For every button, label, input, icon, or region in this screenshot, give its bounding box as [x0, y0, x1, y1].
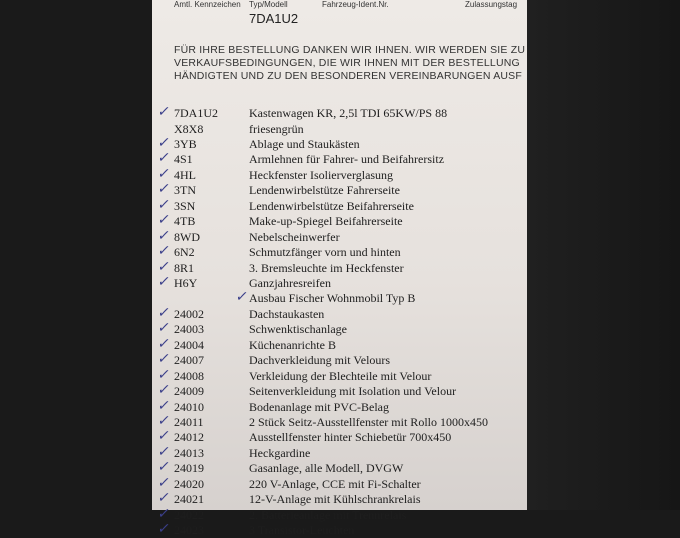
- check-mark-icon: ✓: [156, 134, 172, 151]
- item-description: Seitenverkleidung mit Isolation und Velour: [249, 384, 457, 399]
- list-item: [152, 291, 527, 306]
- list-item: [152, 273, 527, 291]
- header-label-registration: Amtl. Kennzeichen: [174, 0, 241, 9]
- item-description: Dachstaukasten: [249, 306, 325, 321]
- list-item: [152, 152, 527, 167]
- item-description: Schmutzfänger vorn und hinten: [249, 245, 401, 259]
- list-item: [152, 183, 527, 198]
- check-mark-icon: ✓: [156, 320, 172, 337]
- item-code: 4S1: [174, 152, 193, 167]
- item-code: 24020: [174, 476, 204, 491]
- item-code: 24019: [174, 461, 204, 476]
- item-code: 24004: [174, 337, 204, 352]
- item-code: 24007: [174, 353, 204, 368]
- check-mark-icon: ✓: [156, 351, 172, 368]
- item-description: Gasanlage, alle Modell, DVGW: [249, 461, 404, 476]
- header-model-code: 7DA1U2: [249, 11, 299, 26]
- item-description: Ablage und Staukästen: [249, 136, 360, 151]
- check-mark-icon: ✓: [156, 212, 172, 229]
- item-description: Ganzjahresreifen: [249, 275, 331, 290]
- check-mark-icon: ✓: [156, 258, 172, 275]
- item-code: 6N2: [174, 245, 195, 259]
- list-item: [152, 196, 527, 214]
- check-mark-icon: ✓: [156, 382, 172, 399]
- header-label-vin: Fahrzeug-Ident.Nr.: [322, 0, 389, 9]
- list-item: [152, 505, 527, 523]
- item-description: Lendenwirbelstütze Beifahrerseite: [249, 198, 414, 213]
- item-code: 24011: [174, 415, 204, 429]
- check-mark-icon: ✓: [234, 289, 250, 306]
- item-code: 24021: [174, 492, 204, 507]
- check-mark-icon: ✓: [156, 104, 172, 120]
- item-code: 24008: [174, 368, 204, 383]
- item-description: Kastenwagen KR, 2,5l TDI 65KW/PS 88: [249, 106, 448, 120]
- check-mark-icon: ✓: [156, 413, 172, 429]
- item-code: 24013: [174, 445, 204, 460]
- check-mark-icon: ✓: [156, 273, 172, 290]
- item-description: Ausbau Fischer Wohnmobil Typ B: [249, 291, 416, 306]
- list-item: [152, 430, 527, 445]
- item-code: 24022: [174, 507, 204, 522]
- item-code: 24002: [174, 306, 204, 321]
- check-mark-icon: ✓: [156, 521, 172, 538]
- list-item: [152, 134, 527, 152]
- check-mark-icon: ✓: [156, 459, 172, 476]
- check-mark-icon: ✓: [156, 165, 172, 182]
- item-description: Nebelscheinwerfer: [249, 229, 340, 244]
- item-code: 7DA1U2: [174, 106, 218, 120]
- header-label-model: Typ/Modell: [249, 0, 288, 9]
- item-code: 8R1: [174, 260, 195, 275]
- item-description: 3 Transistor-Leuchten: [249, 523, 355, 538]
- item-code: 24012: [174, 430, 204, 445]
- header-label-registration-date: Zulassungstag: [465, 0, 518, 9]
- list-item: [152, 443, 527, 461]
- item-code: 3YB: [174, 136, 197, 151]
- list-item: [152, 523, 527, 538]
- check-mark-icon: ✓: [156, 150, 172, 167]
- item-code: 4TB: [174, 214, 196, 229]
- intro-line: VERKAUFSBEDINGUNGEN, DIE WIR IHNEN MIT DER BESTELLUNG: [174, 57, 520, 69]
- item-description: Make-up-Spiegel Beifahrerseite: [249, 214, 403, 229]
- item-description: Heckfenster Isolierverglasung: [249, 167, 394, 182]
- list-item: [152, 397, 527, 415]
- item-description: Lendenwirbelstütze Fahrerseite: [249, 183, 400, 198]
- intro-line: FÜR IHRE BESTELLUNG DANKEN WIR IHNEN. WIR WERDEN SIE ZU: [174, 44, 526, 56]
- list-item: [152, 322, 527, 337]
- check-mark-icon: ✓: [156, 335, 172, 352]
- check-mark-icon: ✓: [156, 366, 172, 383]
- list-item: [152, 492, 527, 507]
- list-item: [152, 122, 527, 137]
- item-code: 3SN: [174, 198, 196, 213]
- item-description: Ausstellfenster hinter Schiebetür 700x450: [249, 430, 452, 445]
- list-item: [152, 384, 527, 399]
- check-mark-icon: ✓: [156, 505, 172, 522]
- item-description: 220 V-Anlage, CCE mit Fi-Schalter: [249, 476, 421, 491]
- item-description: 2 Stück Seitz-Ausstellfenster mit Rollo 1000x450: [249, 415, 488, 429]
- list-item: [152, 461, 527, 476]
- list-item: [152, 353, 527, 368]
- check-mark-icon: ✓: [156, 443, 172, 460]
- item-description: Armlehnen für Fahrer- und Beifahrersitz: [249, 152, 445, 167]
- item-code: 24009: [174, 384, 204, 399]
- check-mark-icon: ✓: [156, 196, 172, 213]
- check-mark-icon: ✓: [156, 304, 172, 321]
- item-description: 2. Batterieanlage mit Trennrelais: [249, 507, 407, 522]
- item-description: Heckgardine: [249, 445, 311, 460]
- check-mark-icon: ✓: [156, 428, 172, 445]
- item-code: 4HL: [174, 167, 196, 182]
- check-mark-icon: ✓: [156, 397, 172, 414]
- list-item: [152, 304, 527, 322]
- list-item: [152, 245, 527, 260]
- item-code: 3TN: [174, 183, 196, 198]
- list-item: [152, 165, 527, 183]
- item-description: 12-V-Anlage mit Kühlschrankrelais: [249, 492, 421, 507]
- background-shadow: [527, 0, 680, 510]
- item-code: 24010: [174, 399, 204, 414]
- list-item: [152, 335, 527, 353]
- item-description: 3. Bremsleuchte im Heckfenster: [249, 260, 404, 275]
- item-code: H6Y: [174, 275, 198, 290]
- check-mark-icon: ✓: [156, 474, 172, 491]
- item-description: Küchenanrichte B: [249, 337, 336, 352]
- item-description: Schwenktischanlage: [249, 322, 347, 337]
- item-description: Verkleidung der Blechteile mit Velour: [249, 368, 432, 383]
- list-item: [152, 258, 527, 276]
- check-mark-icon: ✓: [156, 227, 172, 244]
- item-description: Dachverkleidung mit Velours: [249, 353, 391, 368]
- list-item: [152, 106, 527, 121]
- check-mark-icon: ✓: [156, 243, 172, 259]
- list-item: [152, 366, 527, 384]
- item-code: 24023: [174, 523, 204, 538]
- item-code: 8WD: [174, 229, 200, 244]
- list-item: [152, 415, 527, 430]
- check-mark-icon: ✓: [156, 490, 172, 507]
- item-description: Bodenanlage mit PVC-Belag: [249, 399, 389, 414]
- list-item: [152, 227, 527, 245]
- item-description: friesengrün: [249, 121, 304, 136]
- list-item: [152, 214, 527, 229]
- list-item: [152, 474, 527, 492]
- item-code: 24003: [174, 322, 204, 337]
- item-code: X8X8: [174, 121, 204, 136]
- order-document-page: [152, 0, 527, 538]
- intro-line: HÄNDIGTEN UND ZU DEN BESONDEREN VEREINBARUNGEN AUSF: [174, 70, 522, 82]
- check-mark-icon: ✓: [156, 181, 172, 198]
